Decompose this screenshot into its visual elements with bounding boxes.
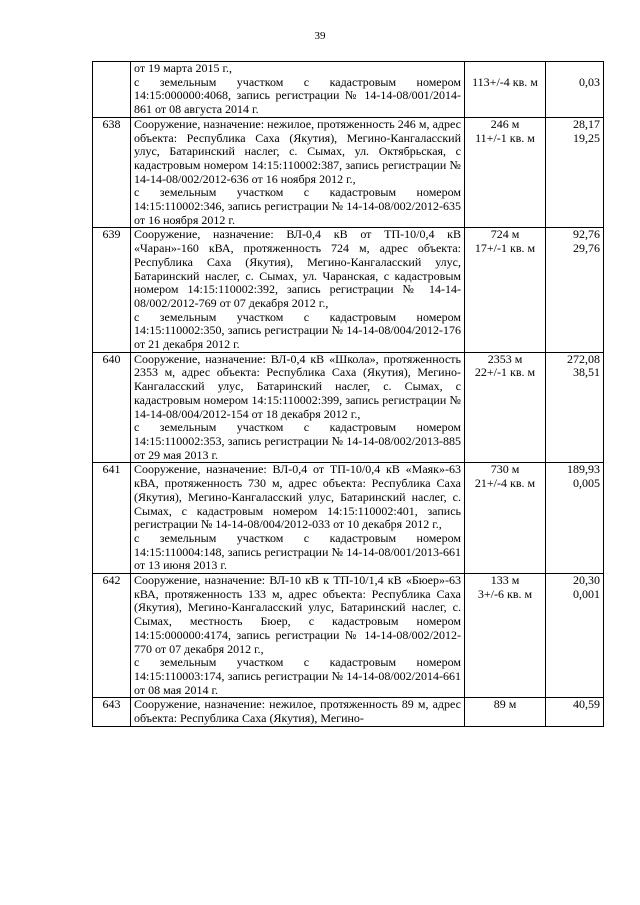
land-plot-description: с земельным участком с кадастровым номером 14:15:000000:4068, запись регистрации № 14-14-08/001/2014-861 от 08 августа 2014 г.	[134, 74, 461, 117]
row-description	[131, 574, 465, 698]
row-number: 643	[93, 698, 131, 726]
structure-area: 730 м	[490, 462, 520, 477]
land-plot-description: с земельным участком с кадастровым номером 14:15:110004:148, запись регистрации № 14-14-08/001/2013-661 от 13 июня 2013 г.	[134, 530, 461, 573]
row-area	[465, 574, 546, 698]
land-plot-area: 21+/-4 кв. м	[474, 476, 536, 491]
registry-table	[92, 61, 604, 727]
row-value	[546, 62, 604, 118]
structure-area: 89 м	[493, 697, 517, 712]
row-number	[93, 62, 131, 118]
structure-area: 133 м	[490, 573, 520, 588]
structure-area: 724 м	[490, 227, 520, 242]
structure-value: 28,17	[573, 116, 600, 131]
row-value	[546, 352, 604, 463]
table-row	[93, 698, 604, 726]
row-value	[546, 463, 604, 574]
structure-description: Сооружение, назначение: ВЛ-0,4 кВ «Школа», протяженность 2353 м, адрес объекта: Республика Саха (Якутия), Мегино-Кангаласский улус, Батаринский наслег, с. Сымах, с кадастровым номером 14:15:110002:399, запись регистрации № 14-14-08/004/2012-154 от 18 декабря 2012 г.,	[134, 351, 461, 421]
row-description	[131, 463, 465, 574]
structure-value: 40,59	[573, 697, 600, 712]
row-area	[465, 463, 546, 574]
description-continuation: от 19 марта 2015 г.,	[134, 61, 233, 75]
row-number: 641	[93, 463, 131, 574]
land-plot-description: с земельным участком с кадастровым номером 14:15:110002:346, запись регистрации № 14-14-08/002/2012-635 от 16 ноября 2012 г.	[134, 185, 461, 227]
land-plot-value: 0,005	[573, 476, 600, 491]
table-row	[93, 228, 604, 352]
row-value	[546, 117, 604, 228]
row-area	[465, 62, 546, 118]
row-area	[465, 352, 546, 463]
structure-description: Сооружение, назначение: ВЛ-0,4 от ТП-10/0,4 кВ «Маяк»-63 кВА, протяженность 730 м, адрес объекта: Республика Саха (Якутия), Мегино-Кангаласский улус, Батаринский наслег, с. Сымах, с кадастровым номером 14:15:110002:401, запись регистрации № 14-14-08/004/2012-033 от 10 декабря 2012 г.,	[134, 462, 461, 532]
row-number: 639	[93, 228, 131, 352]
land-plot-value: 38,51	[573, 365, 600, 380]
row-description	[131, 698, 465, 726]
row-number: 640	[93, 352, 131, 463]
row-value	[546, 698, 604, 726]
row-description	[131, 228, 465, 352]
row-value	[546, 228, 604, 352]
table-row	[93, 574, 604, 698]
structure-value: 189,93	[567, 462, 600, 477]
structure-area: 2353 м	[487, 351, 523, 366]
land-plot-area: 17+/-1 кв. м	[474, 241, 536, 256]
structure-description: Сооружение, назначение: нежилое, протяженность 246 м, адрес объекта: Республика Саха (Якутия), Мегино-Кангаласский улус, Батаринский наслег, с. Сымах, ул. Октябрьская, с кадастровым номером 14:15:110002:387, запись регистрации № 14-14-08/002/2012-636 от 16 ноября 2012 г.,	[134, 116, 461, 186]
land-plot-area: 22+/-1 кв. м	[474, 365, 536, 380]
structure-description: Сооружение, назначение: нежилое, протяженность 89 м, адрес объекта: Республика Саха (Якутия), Мегино-	[134, 697, 461, 726]
land-plot-value: 29,76	[573, 241, 600, 256]
row-description	[131, 352, 465, 463]
land-plot-value: 0,03	[579, 75, 600, 89]
land-plot-area: 113+/-4 кв. м	[472, 75, 538, 89]
structure-value: 272,08	[567, 351, 600, 366]
land-plot-description: с земельным участком с кадастровым номером 14:15:110002:350, запись регистрации № 14-14-08/004/2012-176 от 21 декабря 2012 г.	[134, 309, 461, 352]
row-value	[546, 574, 604, 698]
structure-description: Сооружение, назначение: ВЛ-0,4 кВ от ТП-10/0,4 кВ «Чаран»-160 кВА, протяженность 724 м, адрес объекта: Республика Саха (Якутия), Мегино-Кангаласский улус, Батаринский наслег, с. Сымах, ул. Чаранская, с кадастровым номером 14:15:110002:392, запись регистрации № 14-14-08/002/2012-769 от 07 декабря 2012 г.,	[134, 227, 461, 310]
structure-value: 20,30	[573, 573, 600, 588]
row-description	[131, 117, 465, 228]
row-number: 638	[93, 117, 131, 228]
land-plot-description: с земельным участком с кадастровым номером 14:15:110002:353, запись регистрации № 14-14-08/002/2013-885 от 29 мая 2013 г.	[134, 420, 461, 462]
land-plot-value: 19,25	[573, 130, 600, 145]
registry-table-body	[93, 62, 604, 727]
row-description	[131, 62, 465, 118]
table-row	[93, 463, 604, 574]
land-plot-description: с земельным участком с кадастровым номером 14:15:110003:174, запись регистрации № 14-14-08/002/2014-661 от 08 мая 2014 г.	[134, 655, 461, 697]
table-row	[93, 352, 604, 463]
land-plot-area: 11+/-1 кв. м	[475, 130, 535, 145]
land-plot-value: 0,001	[573, 586, 600, 601]
table-row	[93, 117, 604, 228]
structure-description: Сооружение, назначение: ВЛ-10 кВ к ТП-10/1,4 кВ «Бюер»-63 кВА, протяженность 133 м, адрес объекта: Республика Саха (Якутия), Мегино-Кангаласский улус, Батаринский наслег, с. Сымах, местность Бюер, с кадастровым номером 14:15:000000:4174, запись регистрации № 14-14-08/002/2012-770 от 07 декабря 2012 г.,	[134, 573, 461, 656]
row-area	[465, 228, 546, 352]
page-number: 39	[314, 30, 326, 42]
land-plot-area: 3+/-6 кв. м	[477, 586, 533, 601]
row-number: 642	[93, 574, 131, 698]
structure-value: 92,76	[573, 227, 600, 242]
row-area	[465, 117, 546, 228]
cell-spacer	[468, 62, 542, 76]
structure-area: 246 м	[490, 116, 520, 131]
row-area	[465, 698, 546, 726]
table-row	[93, 62, 604, 118]
cell-spacer	[549, 62, 600, 76]
